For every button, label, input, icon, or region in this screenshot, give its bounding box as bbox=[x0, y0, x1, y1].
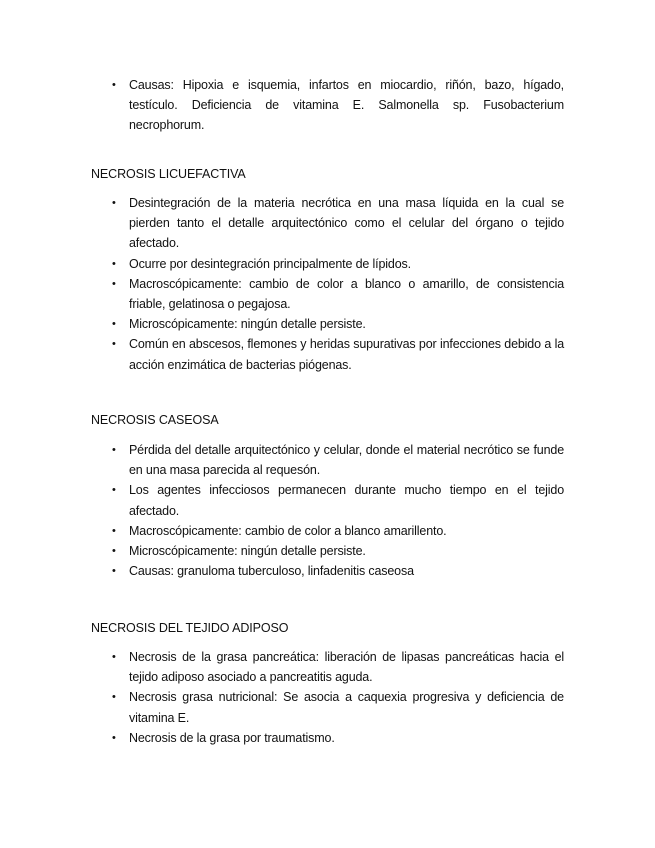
bullet-icon: • bbox=[112, 338, 116, 351]
bullet-icon: • bbox=[112, 524, 116, 537]
bullet-icon: • bbox=[112, 731, 116, 744]
list-item-text: Macroscópicamente: cambio de color a blanco amarillento. bbox=[129, 523, 447, 538]
list-item bbox=[112, 254, 564, 274]
bullet-icon: • bbox=[112, 197, 116, 209]
list-item-text: Los agentes infecciosos permanecen durante mucho tiempo en el tejido afectado. bbox=[129, 483, 564, 518]
bullet-icon: • bbox=[112, 318, 116, 331]
list-item-text: Macroscópicamente: cambio de color a blanco o amarillo, de consistencia friable, gelatinosa o pegajosa. bbox=[129, 276, 564, 312]
section-heading: NECROSIS DEL TEJIDO ADIPOSO bbox=[91, 621, 289, 635]
list-item-text: Causas: granuloma tuberculoso, linfadenitis caseosa bbox=[129, 564, 414, 579]
bullet-icon: • bbox=[112, 257, 116, 270]
bullet-icon: • bbox=[112, 79, 116, 91]
list-item-text: Común en abscesos, flemones y heridas supurativas por infecciones debido a la acción enzimática de bacterias piógenas. bbox=[129, 337, 564, 372]
list-item-text: Desintegración de la materia necrótica en una masa líquida en la cual se pierden tanto el detalle arquitectónico como el celular del órgano o tejido afectado. bbox=[129, 196, 564, 251]
list-item bbox=[112, 647, 564, 687]
list-item-text: Necrosis de la grasa por traumatismo. bbox=[129, 730, 335, 745]
bullet-icon: • bbox=[112, 691, 116, 704]
list-item-text: Ocurre por desintegración principalmente de lípidos. bbox=[129, 256, 411, 271]
list-item bbox=[112, 541, 564, 561]
list-item bbox=[112, 274, 564, 314]
list-item bbox=[112, 480, 564, 520]
list-item-text: Microscópicamente: ningún detalle persiste. bbox=[129, 317, 366, 332]
list-item-text: Necrosis de la grasa pancreática: liberación de lipasas pancreáticas hacia el tejido adiposo asociado a pancreatitis aguda. bbox=[129, 650, 564, 685]
list-item bbox=[112, 193, 564, 254]
list-item-text: Microscópicamente: ningún detalle persiste. bbox=[129, 544, 366, 559]
licuefactiva-list bbox=[0, 193, 655, 375]
adiposo-list bbox=[0, 647, 655, 748]
bullet-icon: • bbox=[112, 545, 116, 558]
list-item bbox=[112, 75, 564, 136]
bullet-icon: • bbox=[112, 277, 116, 290]
section-heading: NECROSIS CASEOSA bbox=[91, 413, 219, 427]
list-item-text: Causas: Hipoxia e isquemia, infartos en miocardio, riñón, bazo, hígado, testículo. Deficiencia de vitamina E. Salmonella sp. Fusobacterium necrophorum. bbox=[129, 78, 564, 133]
bullet-icon: • bbox=[112, 444, 116, 456]
bullet-icon: • bbox=[112, 565, 116, 578]
causas-list bbox=[0, 75, 655, 136]
list-item bbox=[112, 687, 564, 727]
list-item bbox=[112, 521, 564, 541]
section-heading: NECROSIS LICUEFACTIVA bbox=[91, 167, 246, 181]
bullet-icon: • bbox=[112, 484, 116, 497]
list-item bbox=[112, 561, 564, 581]
list-item bbox=[112, 440, 564, 480]
bullet-icon: • bbox=[112, 651, 116, 663]
list-item bbox=[112, 334, 564, 374]
caseosa-list bbox=[0, 440, 655, 581]
list-item bbox=[112, 728, 564, 748]
list-item-text: Pérdida del detalle arquitectónico y celular, donde el material necrótico se funde en una masa parecida al requesón. bbox=[129, 443, 564, 478]
list-item-text: Necrosis grasa nutricional: Se asocia a caquexia progresiva y deficiencia de vitamina E. bbox=[129, 690, 564, 725]
list-item bbox=[112, 314, 564, 334]
